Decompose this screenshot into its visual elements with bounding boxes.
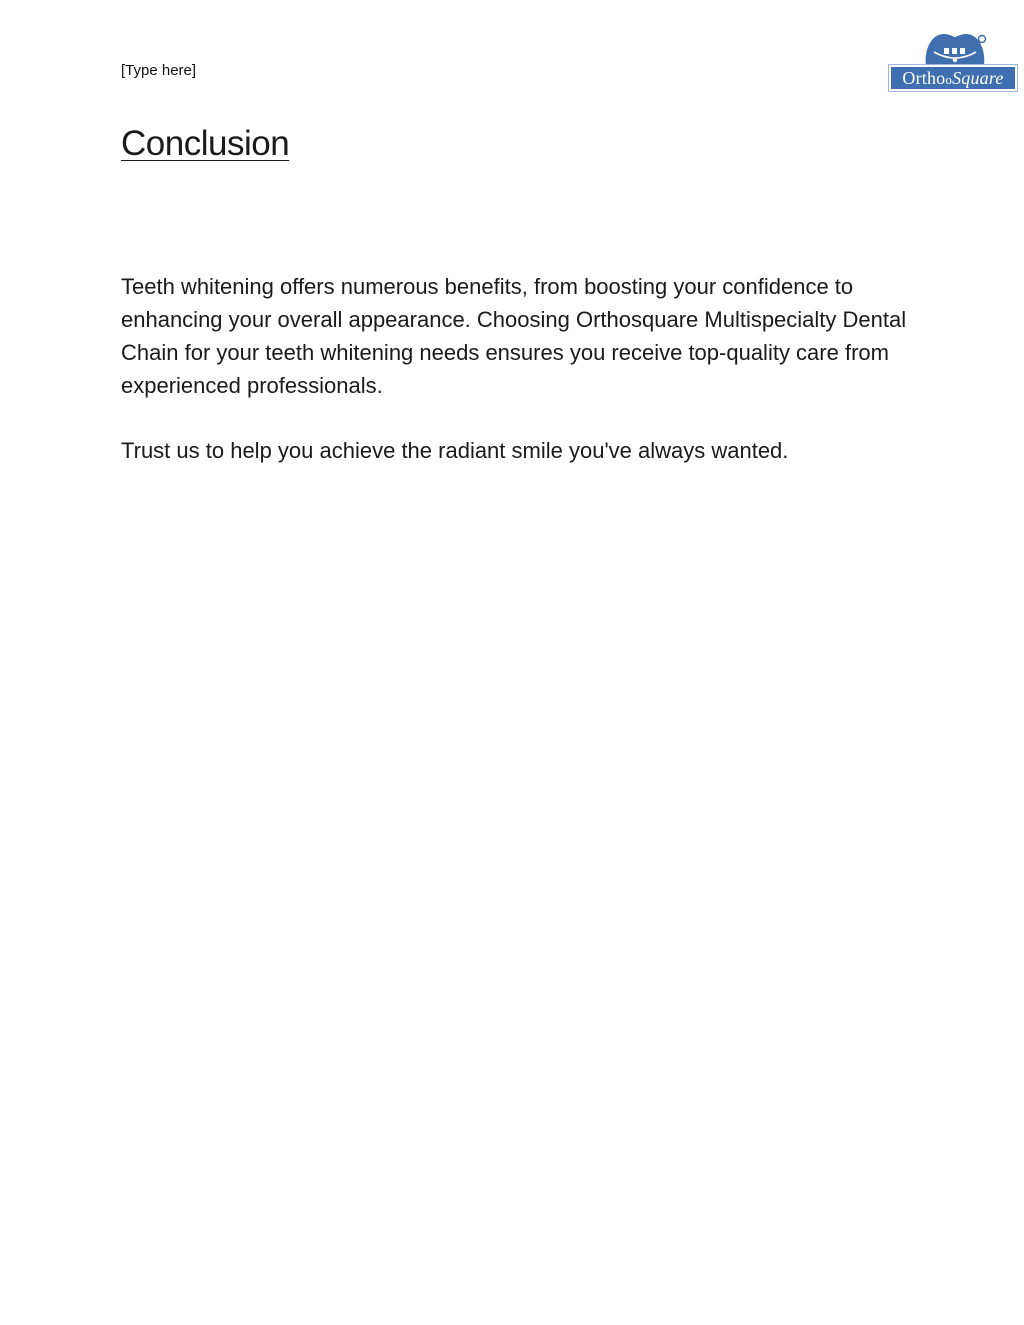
logo-wordmark-box: OrthooSquare [888, 64, 1018, 92]
header-placeholder-text: [Type here] [121, 62, 197, 79]
orthosquare-logo [888, 30, 1020, 96]
closing-paragraph: Trust us to help you achieve the radiant smile you've always wanted. [121, 438, 789, 463]
page-title: Conclusion [121, 124, 290, 163]
conclusion-paragraph: Teeth whitening offers numerous benefits, from boosting your confidence to enhancing your overall appearance. Choosing Orthosquare Multispecialty Dental Chain for your teeth whitening needs ensures you receive top-quality care from experienced professionals. [121, 274, 907, 398]
